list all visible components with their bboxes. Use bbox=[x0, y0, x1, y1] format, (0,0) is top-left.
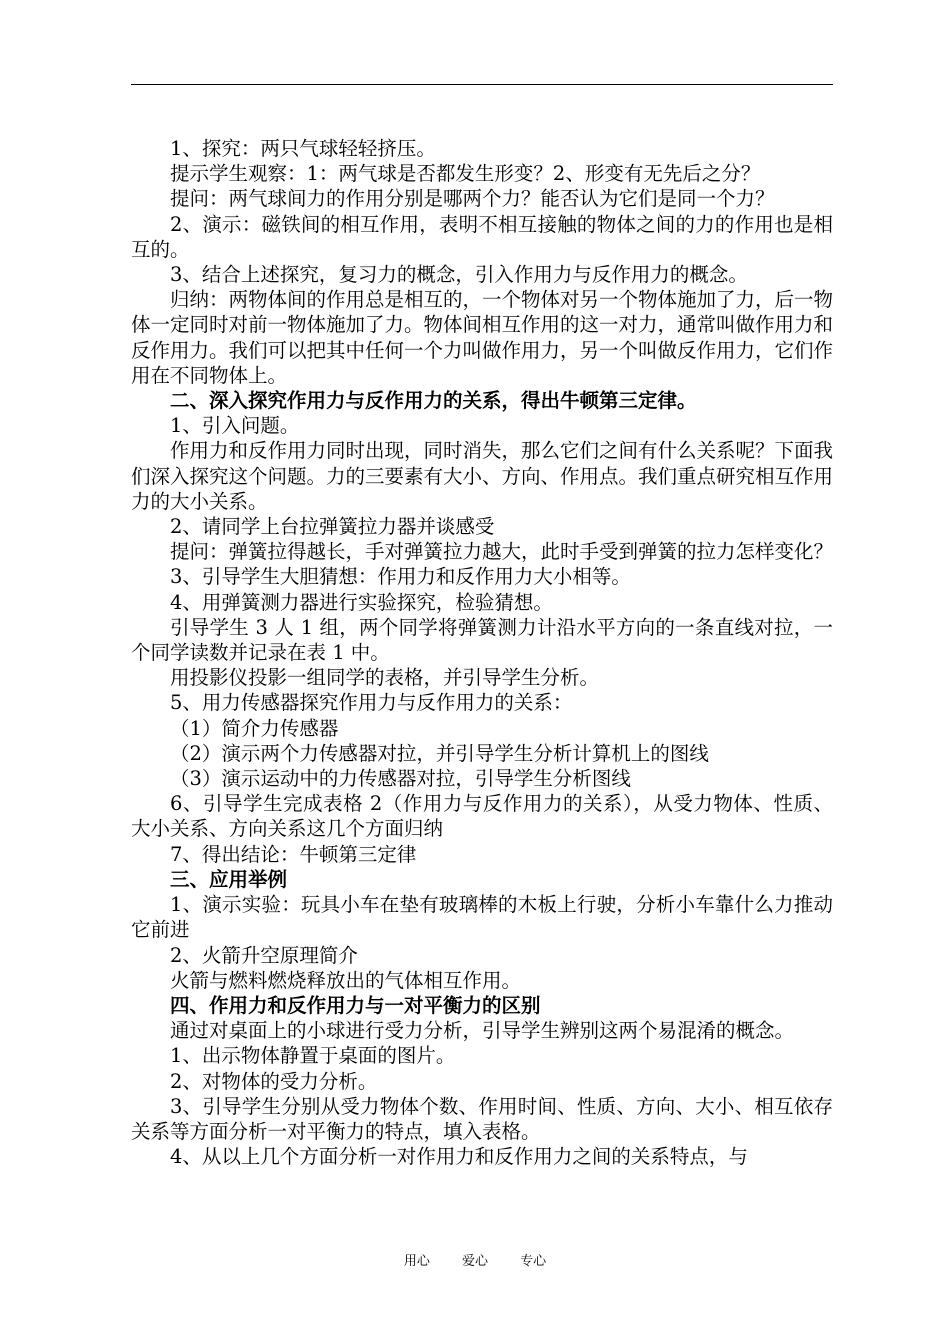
paragraph: 火箭与燃料燃烧释放出的气体相互作用。 bbox=[170, 968, 522, 992]
paragraph: 引导学生 3 人 1 组，两个同学将弹簧测力计沿水平方向的一条直线对拉，一个同学读数并记录在表 1 中。 bbox=[131, 615, 833, 665]
paragraph: 提问：两气球间力的作用分别是哪两个力？能否认为它们是同一个力？ bbox=[170, 187, 775, 211]
paragraph: 提问：弹簧拉得越长，手对弹簧拉力越大，此时手受到弹簧的拉力怎样变化？ bbox=[170, 540, 834, 564]
paragraph: （2）演示两个力传感器对拉，并引导学生分析计算机上的图线 bbox=[170, 741, 709, 765]
paragraph: 作用力和反作用力同时出现，同时消失，那么它们之间有什么关系呢？下面我们深入探究这个问题。力的三要素有大小、方向、作用点。我们重点研究相互作用力的大小关系。 bbox=[131, 439, 834, 513]
paragraph: 7、得出结论：牛顿第三定律 bbox=[170, 842, 417, 866]
footer-word-1: 用心 bbox=[403, 1254, 430, 1269]
paragraph: 1、探究：两只气球轻轻挤压。 bbox=[170, 137, 436, 160]
paragraph: 6、引导学生完成表格 2（作用力与反作用力的关系），从受力物体、性质、大小关系、方向关系这几个方面归纳 bbox=[131, 792, 833, 841]
footer-word-3: 专心 bbox=[520, 1254, 547, 1269]
paragraph: 3、引导学生大胆猜想：作用力和反作用力大小相等。 bbox=[170, 565, 631, 589]
paragraph: 归纳：两物体间的作用总是相互的，一个物体对另一个物体施加了力，后一物体一定同时对前一物体施加了力。物体间相互作用的这一对力，通常叫做作用力和反作用力。我们可以把其中任何一个力叫做作用力，另一个叫做反作用力，它们作用在不同物体上。 bbox=[131, 288, 834, 387]
paragraph: 2、演示：磁铁间的相互作用，表明不相互接触的物体之间的力的作用也是相互的。 bbox=[131, 212, 833, 261]
document-body bbox=[131, 136, 833, 1169]
header-rule bbox=[131, 84, 833, 85]
paragraph: 5、用力传感器探究作用力与反作用力的关系： bbox=[170, 691, 573, 715]
section-heading: 四、作用力和反作用力与一对平衡力的区别 bbox=[170, 993, 541, 1017]
page-footer bbox=[0, 1250, 950, 1269]
paragraph: 2、对物体的受力分析。 bbox=[170, 1069, 378, 1093]
paragraph: （1）简介力传感器 bbox=[170, 716, 339, 740]
paragraph: 4、从以上几个方面分析一对作用力和反作用力之间的关系特点，与 bbox=[170, 1145, 748, 1169]
section-heading: 三、应用举例 bbox=[170, 867, 288, 891]
paragraph: 提示学生观察：1：两气球是否都发生形变？2、形变有无先后之分？ bbox=[170, 162, 761, 186]
paragraph: 1、演示实验：玩具小车在垫有玻璃棒的木板上行驶，分析小车靠什么力推动它前进 bbox=[131, 893, 833, 942]
paragraph: 3、引导学生分别从受力物体个数、作用时间、性质、方向、大小、相互依存关系等方面分析一对平衡力的特点，填入表格。 bbox=[131, 1094, 833, 1143]
paragraph: 2、请同学上台拉弹簧拉力器并谈感受 bbox=[170, 515, 495, 539]
paragraph: 3、结合上述探究，复习力的概念，引入作用力与反作用力的概念。 bbox=[170, 263, 748, 287]
section-heading: 二、深入探究作用力与反作用力的关系，得出牛顿第三定律。 bbox=[170, 389, 697, 413]
paragraph: （3）演示运动中的力传感器对拉，引导学生分析图线 bbox=[170, 767, 631, 791]
paragraph: 通过对桌面上的小球进行受力分析，引导学生辨别这两个易混淆的概念。 bbox=[170, 1019, 795, 1043]
paragraph: 1、出示物体静置于桌面的图片。 bbox=[170, 1044, 456, 1068]
paragraph: 4、用弹簧测力器进行实验探究，检验猜想。 bbox=[170, 590, 553, 614]
paragraph: 用投影仪投影一组同学的表格，并引导学生分析。 bbox=[170, 666, 600, 690]
paragraph: 1、引入问题。 bbox=[170, 414, 300, 438]
footer-word-2: 爱心 bbox=[461, 1254, 488, 1269]
paragraph: 2、火箭升空原理简介 bbox=[170, 943, 358, 967]
